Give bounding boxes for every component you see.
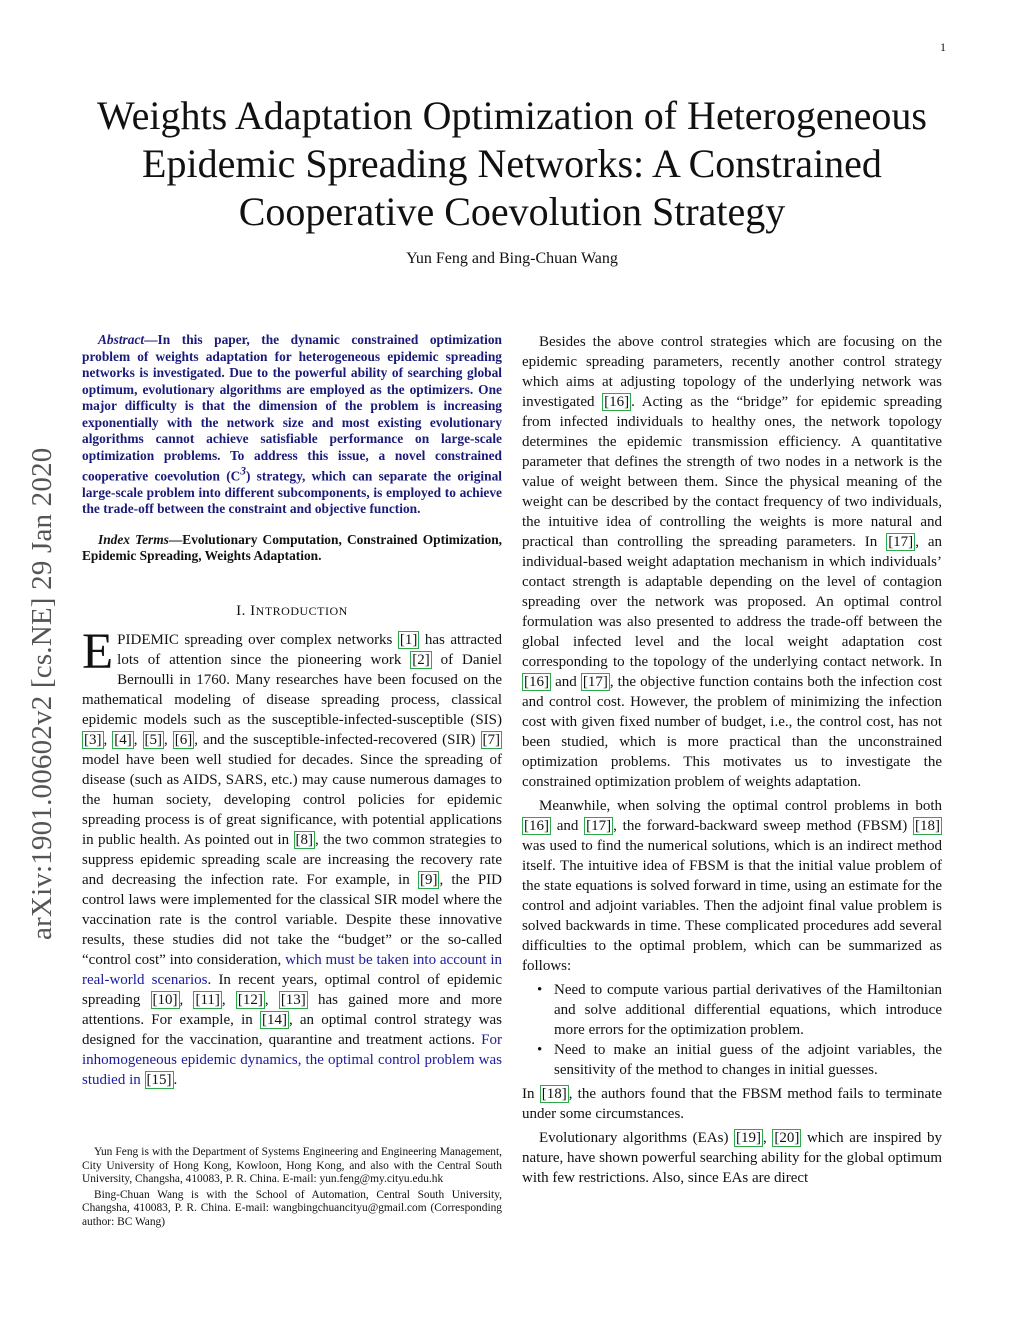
citation-link[interactable]: [10] bbox=[152, 991, 178, 1008]
citation-link[interactable]: [18] bbox=[915, 818, 940, 834]
page-number: 1 bbox=[940, 40, 946, 54]
right-column bbox=[522, 332, 942, 1188]
body-paragraph: Besides the above control strategies which are focusing on the epidemic spreading parameters, recently another control strategy which aims at adjusting topology of the underlying network was investigated [16] . Acting as the “bridge” for epidemic spreading from infected individuals to healthy ones, the network topology determines the epidemic transmission efficiency. A quantitative parameter that defines the strength of two nodes in a network is the value of weight between them. Since the physical meaning of the weight can be described by the contact frequency of two individuals, the intuitive idea of controlling the weights is more natural and practical than controlling the spreading parameters. In [17] , an individual-based weight adaptation mechanism in which individuals’ contact strength is adaptable depending on the level of contagion spreading over the network was proposed. An optimal control formulation was also presented to address the trade-off between the global infected level and the local weight adaptation cost corresponding to the topology of the underlying contact network. In [16] and [17] , the objective function contains both the infection cost and control cost. However, the problem of minimizing the infection cost with given fixed number of budget, i.e., the control cost, has not been studied, which is more practical than the unconstrained optimization problems. This motivates us to investigate the constrained optimization problem of weights adaptation. bbox=[522, 334, 942, 790]
list-item: • Need to make an initial guess of the adjoint variables, the sensitivity of the method to changes in initial guesses. bbox=[554, 1040, 942, 1080]
left-column bbox=[82, 332, 502, 1090]
citation-link[interactable]: [9] bbox=[419, 871, 438, 888]
citation-link[interactable]: [6] bbox=[174, 731, 193, 748]
abstract-label: Abstract bbox=[98, 332, 145, 347]
citation-link[interactable]: [8] bbox=[295, 831, 313, 848]
title-line: Epidemic Spreading Networks: A Constrained bbox=[142, 141, 882, 186]
index-terms-label: Index Terms bbox=[98, 531, 169, 547]
citation-link[interactable]: [12] bbox=[237, 991, 263, 1008]
footnote: Bing-Chuan Wang is with the School of Automation, Central South University, Changsha, 410083, P. R. China. E-mail: wangbingchuancityu@gmail.com (Corresponding author: BC Wang) bbox=[82, 1188, 502, 1228]
citation-link[interactable]: [17] bbox=[888, 534, 914, 550]
citation-link[interactable]: [16] bbox=[524, 818, 549, 834]
citation-link[interactable]: [2] bbox=[412, 651, 430, 668]
title-line: Weights Adaptation Optimization of Heterogeneous bbox=[97, 93, 927, 138]
citation-link[interactable]: [13] bbox=[280, 991, 306, 1008]
dropcap: E bbox=[82, 623, 114, 680]
citation-link[interactable]: [3] bbox=[84, 731, 102, 748]
intro-paragraph: EPIDEMIC spreading over complex networks [1] has attracted lots of attention since the pioneering work [2] of Daniel Bernoulli in 1760. Many researches have been focused on the mathematical modeling of disease spreading process, classical epidemic models such as the susceptible-infected-susceptible (SIS) [3] , [4] , [5] , [6] , and the susceptible-infected-recovered (SIR) [7] model have been well studied for decades. Since the spreading of disease (such as AIDS, SARS, etc.) may cause numerous damages to the human society, developing control policies for epidemic spreading process is of great significance, with potential applications in public health. As pointed out in [8] , the two common strategies to suppress epidemic spreading scale are increasing the recovery rate and decreasing the infection rate. For example, in [9] , the PID control laws were implemented for the classical SIR model where the vaccination rate is the control variable. Despite these innovative results, these studies did not take the “budget” or the so-called “control cost” into consideration, which must be taken into account in real-world scenarios. In recent years, optimal control of epidemic spreading [10] , [11] , [12] , [13] has gained more and more attentions. For example, in [14] , an optimal control strategy was designed for the vaccination, quarantine and treatment actions. For inhomogeneous epidemic dynamics, the optimal control problem was studied in [15] . bbox=[82, 623, 503, 1088]
section-heading: I. INTRODUCTION bbox=[236, 602, 348, 619]
citation-link[interactable]: [16] bbox=[604, 394, 630, 410]
citation-link[interactable]: [17] bbox=[582, 674, 608, 690]
citation-link[interactable]: [4] bbox=[114, 731, 132, 748]
highlighted-text: which must be taken into account in real-world scenarios bbox=[82, 951, 503, 988]
index-terms bbox=[82, 532, 502, 565]
body-paragraph: Meanwhile, when solving the optimal control problems in both [16] and [17] , the forward-backward sweep method (FBSM) [18] was used to find the numerical solutions, which is an indirect method itself. The intuitive idea of FBSM is that the initial value problem of the state equations is solved forward in time, using an estimate for the control and adjoint variables. Then the adjoint final value problem is solved backwards in time. These complicated procedures add several difficulties to the optimal problem, which can be summarized as follows: bbox=[522, 798, 942, 974]
footnotes bbox=[82, 1146, 502, 1231]
citation-link[interactable]: [17] bbox=[586, 818, 612, 834]
citation-link[interactable]: [1] bbox=[399, 631, 418, 648]
title-line: Cooperative Coevolution Strategy bbox=[238, 189, 786, 234]
paper-title bbox=[60, 92, 964, 236]
citation-link[interactable]: [19] bbox=[736, 1130, 762, 1146]
abstract-text: —In this paper, the dynamic constrained optimization problem of weights adaptation for heterogeneous epidemic spreading networks is investigated. Due to the powerful ability of searching global optimum, evolutionary algorithms are employed as the optimizers. One major difficulty is that the dimension of the problem is increasing exponentially with the network size and most existing evolutionary algorithms cannot achieve satisfiable performance on large-scale optimization problems. To address this issue, a novel constrained cooperative coevolution (C bbox=[82, 332, 502, 484]
citation-link[interactable]: [5] bbox=[144, 731, 163, 748]
body-paragraph: In [18] , the authors found that the FBSM method fails to terminate under some circumstances. bbox=[522, 1086, 943, 1122]
citation-link[interactable]: [11] bbox=[195, 991, 220, 1008]
abstract bbox=[82, 332, 502, 518]
citation-link[interactable]: [20] bbox=[774, 1130, 800, 1146]
authors: Yun Feng and Bing-Chuan Wang bbox=[406, 250, 618, 267]
abstract-text-after: ) strategy, which can separate the original large-scale problem into different subcomponents, is employed to achieve the trade-off between the constraint and objective function. bbox=[82, 468, 502, 517]
body-paragraph: Evolutionary algorithms (EAs) [19] , [20] which are inspired by nature, have shown powerful searching ability for the global optimum with few restrictions. Also, since EAs are direct bbox=[522, 1130, 943, 1186]
bullet-list bbox=[522, 980, 942, 1080]
citation-link[interactable]: [16] bbox=[524, 674, 549, 690]
citation-link[interactable]: [14] bbox=[261, 1011, 287, 1028]
footnote: Yun Feng is with the Department of Systems Engineering and Engineering Management, City University of Hong Kong, Kowloon, Hong Kong, and also with the Central South University, Changsha, 410083, P. R. China. E-mail: yun.feng@my.cityu.edu.hk bbox=[82, 1146, 502, 1185]
highlighted-text: For inhomogeneous epidemic dynamics, the optimal control problem was studied in bbox=[82, 1031, 502, 1088]
abstract-sup: 3 bbox=[240, 466, 246, 478]
title-block bbox=[60, 92, 964, 268]
arxiv-stamp: arXiv:1901.00602v2 [cs.NE] 29 Jan 2020 bbox=[26, 447, 58, 940]
citation-link[interactable]: [7] bbox=[482, 731, 500, 748]
list-item: • Need to compute various partial derivatives of the Hamiltonian and solve additional differential equations, which introduce more errors for the optimization problem. bbox=[554, 980, 942, 1040]
citation-link[interactable]: [18] bbox=[541, 1086, 567, 1102]
citation-link[interactable]: [15] bbox=[146, 1071, 172, 1088]
index-terms-text: —Evolutionary Computation, Constrained Optimization, Epidemic Spreading, Weights Adaptation. bbox=[82, 531, 502, 564]
